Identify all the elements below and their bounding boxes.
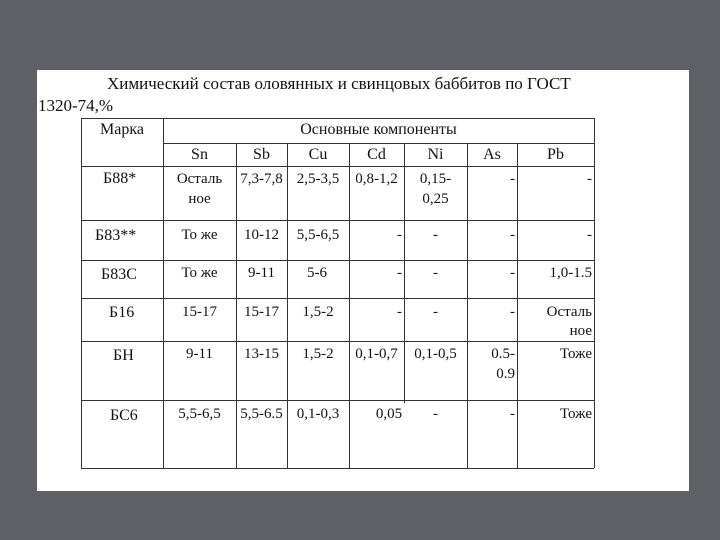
cell-cu: 5-6 [307,265,327,281]
cell-pb: Осталь [546,304,592,320]
cell-ni: - [433,406,438,422]
cell-cd: 0,05 [375,406,403,422]
cell-sb: 13-15 [244,346,279,362]
table-line [81,468,594,469]
cell-sb: 7,3-7,8 [240,171,283,187]
table-line [594,118,595,468]
cell-ni: 0,15- [419,171,452,187]
cell-ni: - [433,227,438,243]
cell-mark: Б88* [103,170,137,187]
cell-cd: 0,1-0,7 [355,346,398,362]
header-cd: Cd [367,146,386,163]
cell-ni: - [433,265,438,281]
cell-cu: 0,1-0,3 [296,406,340,422]
cell-as: - [510,406,515,422]
cell-sb: 10-12 [244,227,279,243]
header-sn: Sn [191,146,208,163]
slide [37,70,689,491]
cell-mark: Б16 [109,304,135,321]
cell-mark: Б83С [101,266,137,283]
table-line [81,118,594,119]
header-ni: Ni [427,146,444,163]
cell-sn: То же [181,227,218,243]
cell-as: - [510,171,515,187]
table-line [163,143,594,144]
cell-sb: 15-17 [244,304,279,320]
cell-mark: Б83** [95,227,137,244]
header-group: Основные компоненты [300,121,457,138]
cell-ni: 0,1-0,5 [414,346,457,362]
cell-pb: 1,0-1.5 [549,265,592,281]
cell-cd: - [397,265,402,281]
cell-ni: 0,25 [422,191,449,207]
header-as: As [483,146,501,163]
cell-cd: 0,8-1,2 [355,171,398,187]
cell-as: 0.9 [496,366,515,382]
cell-sn: Осталь [176,171,223,187]
cell-sn: То же [181,265,218,281]
cell-ni: - [433,304,438,320]
cell-sb: 9-11 [248,265,275,281]
title-line-2: 1320-74,% [38,96,114,115]
cell-as: - [510,304,515,320]
cell-pb: - [587,171,592,187]
header-cu: Cu [308,146,328,163]
cell-as: 0.5- [491,346,515,362]
cell-sn: ное [188,191,211,207]
cell-cu: 2,5-3,5 [296,171,340,187]
cell-as: - [510,227,515,243]
cell-pb: Тоже [560,406,592,422]
cell-cd: - [397,227,402,243]
cell-sb: 5,5-6.5 [240,406,283,422]
cell-sn: 15-17 [182,304,217,320]
cell-cd: - [397,304,402,320]
cell-as: - [510,265,515,281]
table-line [81,118,82,468]
title-line-1: Химический состав оловянных и свинцовых баббитов по ГОСТ [107,74,571,93]
cell-mark: БС6 [110,407,138,424]
cell-cu: 1,5-2 [302,304,334,320]
cell-pb: ное [569,323,592,339]
cell-mark: БН [113,347,134,364]
header-sb: Sb [253,146,270,163]
cell-cu: 1,5-2 [302,346,334,362]
cell-pb: Тоже [560,346,592,362]
header-pb: Pb [547,146,564,163]
header-mark: Марка [100,121,144,138]
cell-pb: - [587,227,592,243]
cell-sn: 9-11 [186,346,213,362]
cell-cu: 5,5-6,5 [296,227,340,243]
cell-sn: 5,5-6,5 [178,406,221,422]
